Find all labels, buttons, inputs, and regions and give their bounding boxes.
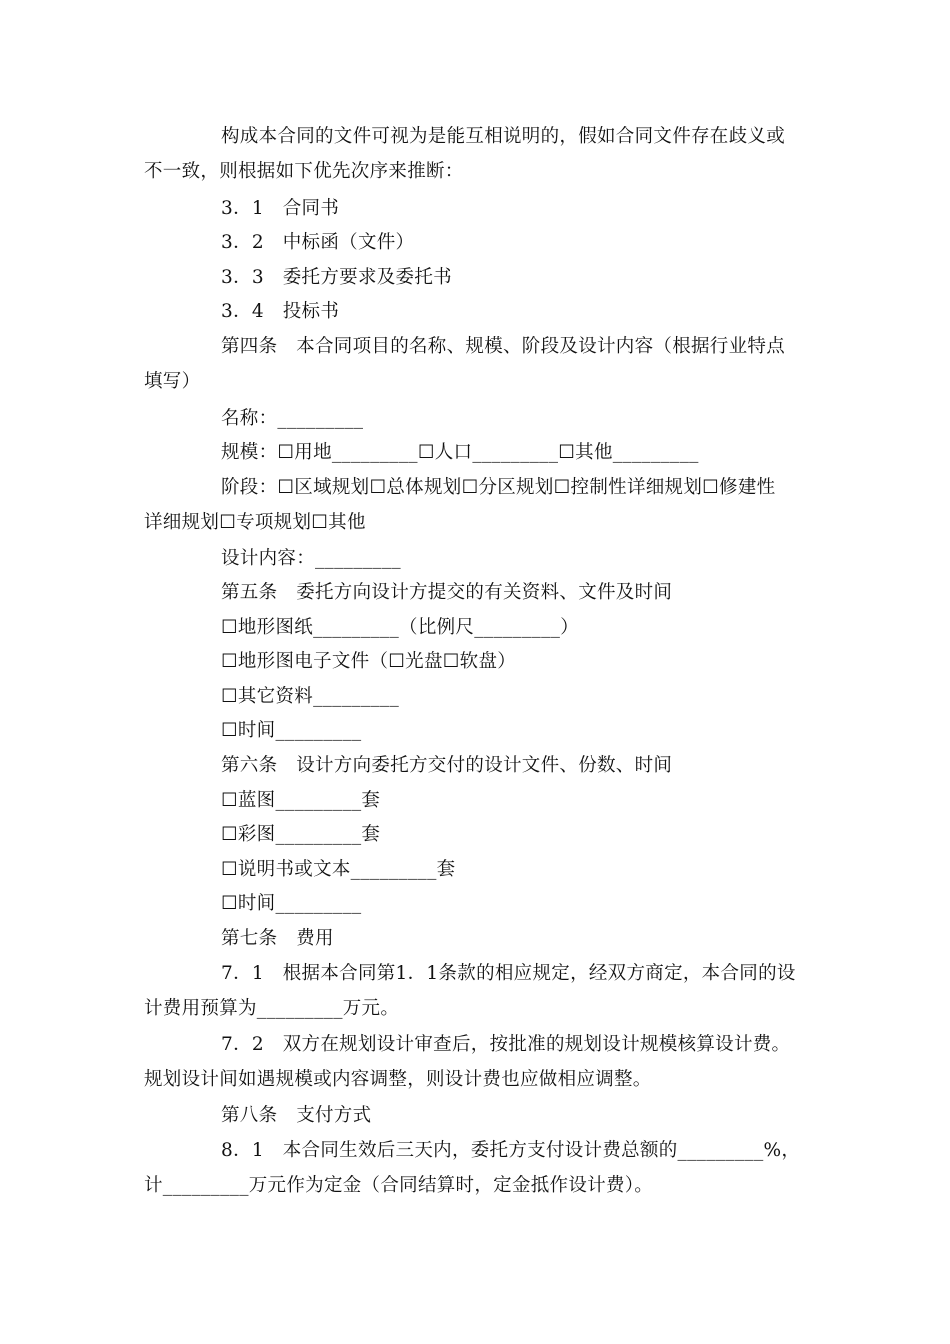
paragraph-line: 3．1 合同书 xyxy=(221,198,340,219)
article-heading: 第五条 委托方向设计方提交的有关资料、文件及时间 xyxy=(221,582,673,603)
paragraph-line: 7．2 双方在规划设计审查后，按批准的规划设计规模核算设计费。 xyxy=(221,1034,791,1055)
article-heading: 第四条 本合同项目的名称、规模、阶段及设计内容（根据行业特点 xyxy=(221,336,786,357)
paragraph-line: 不一致，则根据如下优先次序来推断： xyxy=(144,161,464,182)
paragraph-line: 规划设计间如遇规模或内容调整，则设计费也应做相应调整。 xyxy=(144,1069,652,1090)
paragraph-line: 详细规划☐专项规划☐其他 xyxy=(144,512,366,533)
paragraph-line: ☐彩图_________套 xyxy=(221,824,381,845)
paragraph-line: 名称：_________ xyxy=(221,408,364,429)
paragraph-line: ☐时间_________ xyxy=(221,720,362,741)
paragraph-line: ☐其它资料_________ xyxy=(221,686,400,707)
article-heading: 第八条 支付方式 xyxy=(221,1105,372,1126)
paragraph-line: 3．4 投标书 xyxy=(221,301,340,322)
paragraph-line: 7．1 根据本合同第1．1条款的相应规定，经双方商定，本合同的设 xyxy=(221,963,796,984)
paragraph-line: 规模：☐用地_________☐人口_________☐其他_________ xyxy=(221,442,699,463)
paragraph-line: ☐说明书或文本_________套 xyxy=(221,859,456,880)
paragraph-line: 计费用预算为_________万元。 xyxy=(144,998,400,1019)
paragraph-line: 3．2 中标函（文件） xyxy=(221,232,415,253)
paragraph-line: 8．1 本合同生效后三天内，委托方支付设计费总额的_________%， xyxy=(221,1140,801,1161)
paragraph-line: 构成本合同的文件可视为是能互相说明的，假如合同文件存在歧义或 xyxy=(221,126,786,147)
paragraph-line: 阶段：☐区域规划☐总体规划☐分区规划☐控制性详细规划☐修建性 xyxy=(221,477,776,498)
paragraph-line: 填写） xyxy=(144,371,201,392)
article-heading: 第六条 设计方向委托方交付的设计文件、份数、时间 xyxy=(221,755,673,776)
paragraph-line: 3．3 委托方要求及委托书 xyxy=(221,267,452,288)
paragraph-line: ☐地形图纸_________（比例尺_________） xyxy=(221,617,579,638)
paragraph-line: 计_________万元作为定金（合同结算时，定金抵作设计费）。 xyxy=(144,1175,654,1196)
paragraph-line: 设计内容：_________ xyxy=(221,548,401,569)
paragraph-line: ☐蓝图_________套 xyxy=(221,790,381,811)
paragraph-line: ☐时间_________ xyxy=(221,893,362,914)
article-heading: 第七条 费用 xyxy=(221,928,334,949)
paragraph-line: ☐地形图电子文件（☐光盘☐软盘） xyxy=(221,651,517,672)
